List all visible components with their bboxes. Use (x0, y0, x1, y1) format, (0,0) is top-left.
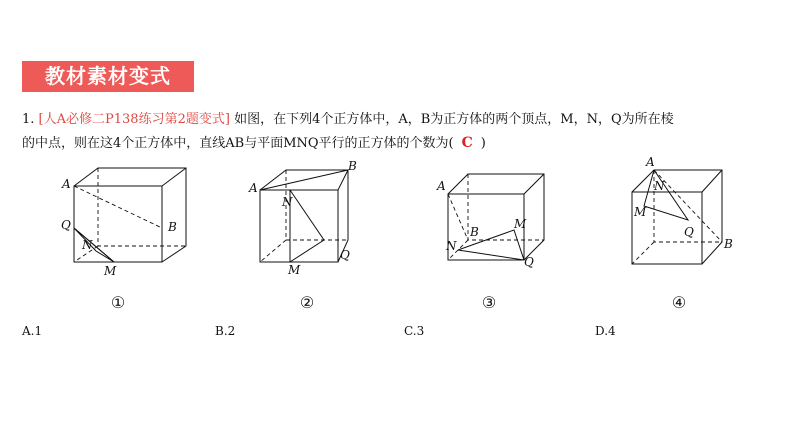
question-text-2: 的中点，则在这4个正方体中，直线AB与平面MNQ平行的正方体的个数为( (22, 136, 454, 151)
question-source: [人A必修二P138练习第2题变式] (38, 112, 230, 127)
label-B: B (470, 225, 479, 239)
option-b: B.2 (215, 324, 236, 338)
option-c: C.3 (404, 324, 425, 338)
figure-number-2: ② (299, 293, 315, 312)
cube-diagram-1 (58, 156, 188, 276)
cube-figure-4 (630, 156, 760, 280)
label-A: A (62, 177, 71, 191)
question-number: 1. (22, 112, 35, 127)
cube-figure-3 (438, 156, 568, 280)
label-B: B (348, 159, 357, 173)
question-text-1: 如图，在下列4个正方体中，A，B为正方体的两个顶点，M，N，Q为所在棱 (234, 112, 674, 127)
section-banner: 教材素材变式 (22, 61, 194, 92)
label-B: B (168, 220, 177, 234)
label-A: A (249, 181, 258, 195)
label-N: N (446, 239, 457, 253)
label-Q: Q (524, 255, 534, 269)
question-line-2 (22, 132, 486, 151)
label-M: M (634, 205, 647, 219)
label-M: M (104, 264, 117, 278)
label-N: N (282, 195, 293, 209)
cube-diagram-2 (248, 156, 378, 276)
figure-number-3: ③ (481, 293, 497, 312)
label-Q: Q (61, 218, 71, 232)
label-B: B (724, 237, 733, 251)
label-N: N (82, 238, 93, 252)
label-A: A (646, 155, 655, 169)
cube-diagram-4 (630, 156, 760, 276)
figure-number-4: ④ (671, 293, 687, 312)
label-A: A (437, 179, 446, 193)
label-N: N (654, 179, 665, 193)
figure-number-1: ① (110, 293, 126, 312)
label-M: M (288, 263, 301, 277)
option-a: A.1 (22, 324, 43, 338)
question-line-1 (22, 108, 674, 127)
cube-figure-1 (58, 156, 188, 280)
label-Q: Q (340, 248, 350, 262)
option-d: D.4 (595, 324, 616, 338)
question-text-2-end: ) (480, 136, 486, 151)
cube-figure-2 (248, 156, 378, 280)
answer-mark: C (461, 135, 473, 151)
label-Q: Q (684, 225, 694, 239)
label-M: M (514, 217, 527, 231)
cube-diagram-3 (438, 156, 568, 276)
